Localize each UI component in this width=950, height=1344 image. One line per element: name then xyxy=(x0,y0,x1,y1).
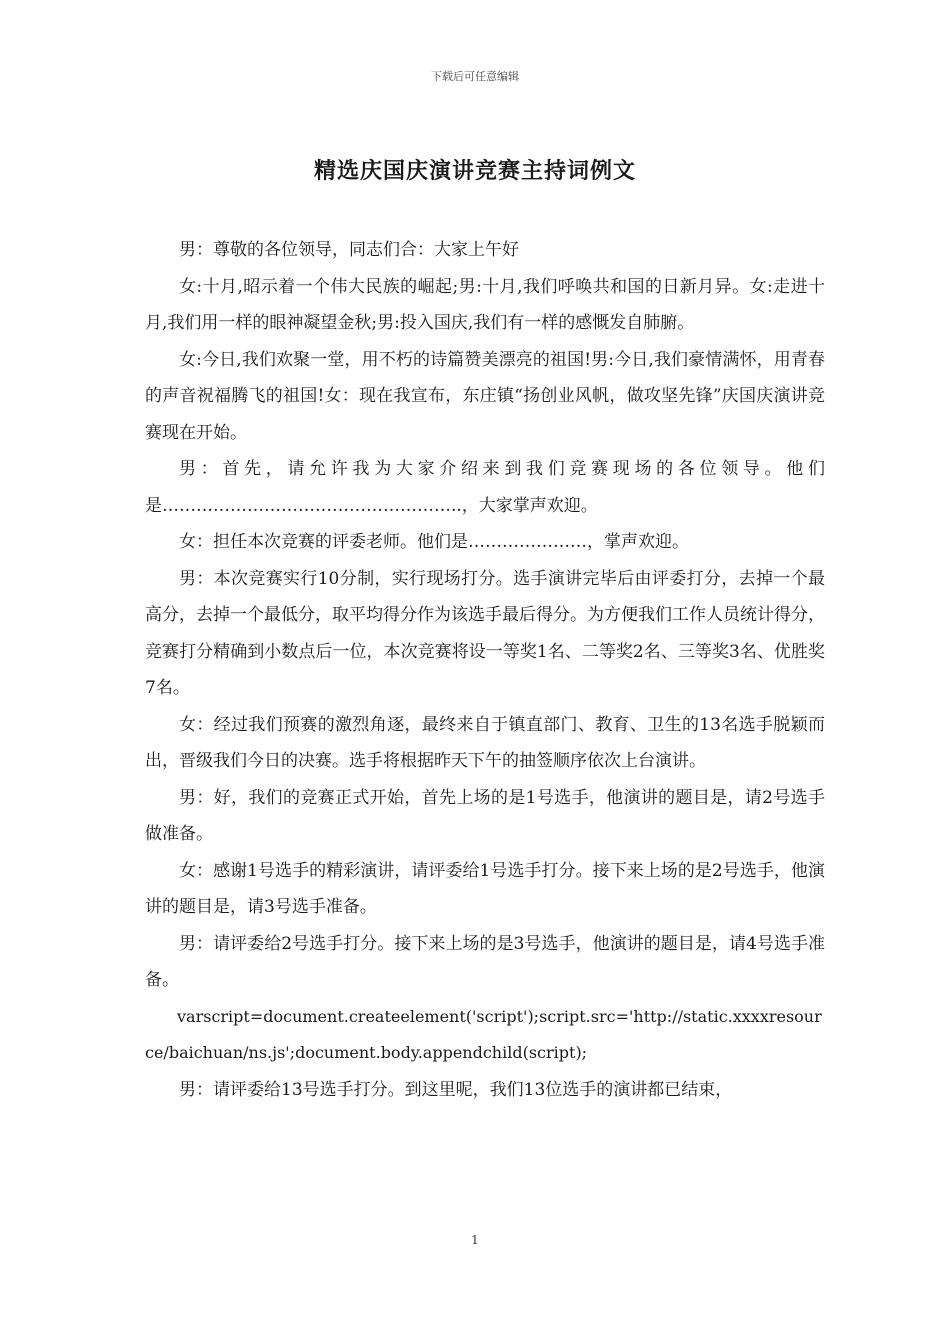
paragraph: 男：请评委给13号选手打分。到这里呢，我们13位选手的演讲都已结束， xyxy=(179,1079,733,1100)
document-body xyxy=(145,232,825,1108)
paragraph: 男：好，我们的竞赛正式开始，首先上场的是1号选手，他演讲的题目是，请2号选手做准备。 xyxy=(145,787,825,844)
paragraph: 女：经过我们预赛的激烈角逐，最终来自于镇直部门、教育、卫生的13名选手脱颖而出，晋级我们今日的决赛。选手将根据昨天下午的抽签顺序依次上台演讲。 xyxy=(145,714,825,771)
page-number: 1 xyxy=(471,1233,479,1247)
paragraph: 女：感谢1号选手的精彩演讲，请评委给1号选手打分。接下来上场的是2号选手，他演讲的题目是，请3号选手准备。 xyxy=(145,860,825,917)
paragraph: 男：本次竞赛实行10分制，实行现场打分。选手演讲完毕后由评委打分，去掉一个最高分，去掉一个最低分，取平均得分作为该选手最后得分。为方便我们工作人员统计得分，竞赛打分精确到小数点后一位，本次竞赛将设一等奖1名、二等奖2名、三等奖3名、优胜奖7名。 xyxy=(145,568,825,698)
paragraph: 女：担任本次竞赛的评委老师。他们是…………………，掌声欢迎。 xyxy=(179,532,689,552)
paragraph: 男：尊敬的各位领导，同志们合：大家上午好 xyxy=(179,240,519,260)
paragraph: 男：首先，请允许我为大家介绍来到我们竞赛现场的各位领导。他们是……………………………………………..，大家掌声欢迎。 xyxy=(145,459,825,516)
paragraph: 女:今日,我们欢聚一堂，用不朽的诗篇赞美漂亮的祖国!男:今日,我们豪情满怀，用青春的声音祝福腾飞的祖国!女：现在我宣布，东庄镇“扬创业风帆，做攻坚先锋”庆国庆演讲竞赛现在开始。 xyxy=(145,349,825,443)
paragraph: 男：请评委给2号选手打分。接下来上场的是3号选手，他演讲的题目是，请4号选手准备。 xyxy=(145,933,825,990)
paragraph: 女:十月,昭示着一个伟大民族的崛起;男:十月,我们呼唤共和国的日新月异。女:走进十月,我们用一样的眼神凝望金秋;男:投入国庆,我们有一样的感慨发自肺腑。 xyxy=(145,276,825,333)
code-paragraph: varscript=document.createelement('script');script.src='http://static.xxxxresource/baichuan/ns.js';document.body.appendchild(script); xyxy=(145,1006,822,1062)
document-title: 精选庆国庆演讲竞赛主持词例文 xyxy=(313,158,636,184)
header-note: 下载后可任意编辑 xyxy=(431,70,519,83)
